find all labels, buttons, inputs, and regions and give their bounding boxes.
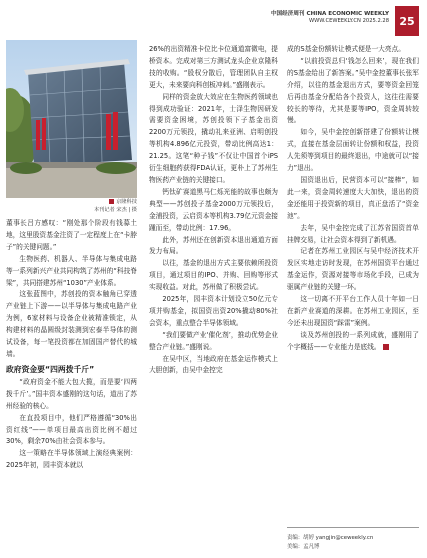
col1-paragraph: “政府资金不能大包大揽，而是要‘四两拨千斤’。”国丰资本盛刚的这句话，道出了苏州经验的核心。 [6, 377, 137, 410]
caption-marker-icon [109, 199, 114, 204]
col3-closing-text: 谈及苏州创投的一系列成就，盛刚用了个字概括——专业能力是底线。 [287, 330, 419, 351]
col2-paragraph: 26%的出资精准卡位比卡位通道富微电，提桥资本。完成对第三方测试龙头企业京隆科技的收购。“股权分散后，管理团队自主权更大，未来要向科创板冲刺。”盛刚表示。 [149, 45, 278, 89]
article-photo [6, 40, 137, 198]
column-1 [6, 218, 137, 472]
section-heading: 政府资金要“四两拨千斤” [6, 364, 95, 374]
col3-paragraph: “以前投资总归‘钱怎么回来’，现在我们的S基金给出了新答案。”吴中金控董事长张军介绍，以往的基金退出方式，要等资金回笼后再由基金分配给各个投资人，这往往需要较长的等待，尤其是要等IPO，资金周转较慢。 [287, 56, 419, 125]
credits-divider [287, 527, 419, 528]
col1-paragraph: 这张蓝图中，苏创投的资本触角已穿透产业链上下游——以半导体与集成电路产业为例，6家材料与设备企业被精准锁定，从构建材料的晶圆级封装测到宏泰半导体的测试设备，每一笔投资都在加固国产替代的城墙。 [6, 290, 137, 358]
page-header [0, 0, 427, 40]
col2-paragraph: “我们要做产业‘催化剂’，推动优势企业整合产业链。”盛刚说。 [149, 330, 278, 351]
designer-credit: 美编：孟凡博 [287, 544, 320, 550]
col3-paragraph: 这一切离不开平台工作人员十年如一日在新产业赛道的深耕。在苏州工业园区，至今还未出现国资“踩雷”案例。 [287, 295, 419, 327]
page-number-badge: 25 [395, 6, 419, 36]
editor-credit: 责编：胡婷 yangjin@ceweekly.cn [287, 535, 374, 541]
col1-paragraph: 生物医药、机器人、半导体与集成电路等一系列新兴产业共同构筑了苏州的“科技脊梁”，共同搭建苏州“1030”产业体系。 [6, 254, 137, 287]
col3-paragraph: 成的S基金份额转让模式便是一大亮点。 [287, 45, 405, 53]
photo-caption [6, 199, 137, 214]
article-end-mark-icon [383, 344, 389, 350]
col2-paragraph: 以往，基金的退出方式主要依赖所投资项目，通过项目的IPO、并购、回购等形式实现收益。对此，苏州做了积极尝试。 [149, 259, 278, 292]
col2-paragraph: 2025年，园丰资本计划设立50亿元专项并购基金，拟国资出资20%撬动80%社会资本，重点整合半导体领域。 [149, 295, 278, 327]
col3-paragraph: 记者在苏州工业园区与吴中经济技术开发区实地走访时发现，在苏州国资平台通过基金运作，资源对接等市场化手段，已成为驱属产业链的关键一环。 [287, 247, 419, 292]
col2-paragraph: 在吴中区，当地政府在基金运作模式上大胆创新，由吴中金控完 [149, 354, 278, 375]
col3-paragraph [287, 330, 419, 354]
building-photo-illustration [6, 40, 137, 198]
column-2 [149, 44, 278, 377]
col1-paragraph: 在直投项目中，他们严格遵循“30%出资红线”——单项目最高出资比例不超过30%，剩余70%由社会资本参与。 [6, 413, 137, 446]
col2-paragraph: 同样的资金放大效应在生物医药领域也得到成功验证：2021年，士泽生物因研发需要资金困境，苏创投领下子基金出资2200万元领投，撬动礼来亚洲、启明创投等机构4.896亿元投资，带动比例高达1：21.25。这笔“种子钱”不仅让中国首个iPS衍生细胞药获得FDA认证，更朴上了苏州生物医药产业链的关键接口。 [149, 92, 278, 184]
col2-paragraph: 钙钛矿赛道黑马仁烁光能的故事也颇为典型——苏创投子基金2000万元领投后，金浦投资，云启资本等机构3.79亿元资金接踵而至，带动比例：17.96。 [149, 187, 278, 232]
magazine-url-date: WWW.CEWEEKLY.CN 2025.2.28 [309, 18, 389, 24]
caption-title: 京隆科技 [116, 199, 137, 205]
magazine-name: 中国经济周刊 CHINA ECONOMIC WEEKLY [270, 11, 389, 17]
col1-paragraph: 董事长吕方感叹：“刚处那个阶段有钱募土地，这里股资基金注资了一定程度上在“卡脖子”的关键问题。” [6, 219, 137, 251]
editor-credits [287, 525, 419, 552]
col3-paragraph: 国资退出后，民营资本可以“接棒”，如此一来，资金周转速度大大加快，退出的资金还能用于投资新的项目，真正盘活了“资金池”。 [287, 175, 419, 220]
col3-paragraph: 去年，吴中金控完成了江苏省国资首单挂牌交易，让社会资本得到了新机遇。 [287, 223, 419, 244]
col3-paragraph: 如今，吴中金控创新搭建了份额转让模式，直接在基金层面转让份额和权益，投资人先须等到项目的最终退出，中途就可以“接力”退出。 [287, 128, 419, 173]
col2-paragraph: 此外，苏州还在创新资本退出通道方面发力布局。 [149, 235, 278, 256]
caption-credit: 本刊记者 宋杰 | 摄 [93, 206, 137, 213]
column-3 [287, 44, 419, 354]
col1-paragraph: 这一策略在半导体领域上演经典案例：2025年初，园丰资本就以 [6, 449, 137, 470]
